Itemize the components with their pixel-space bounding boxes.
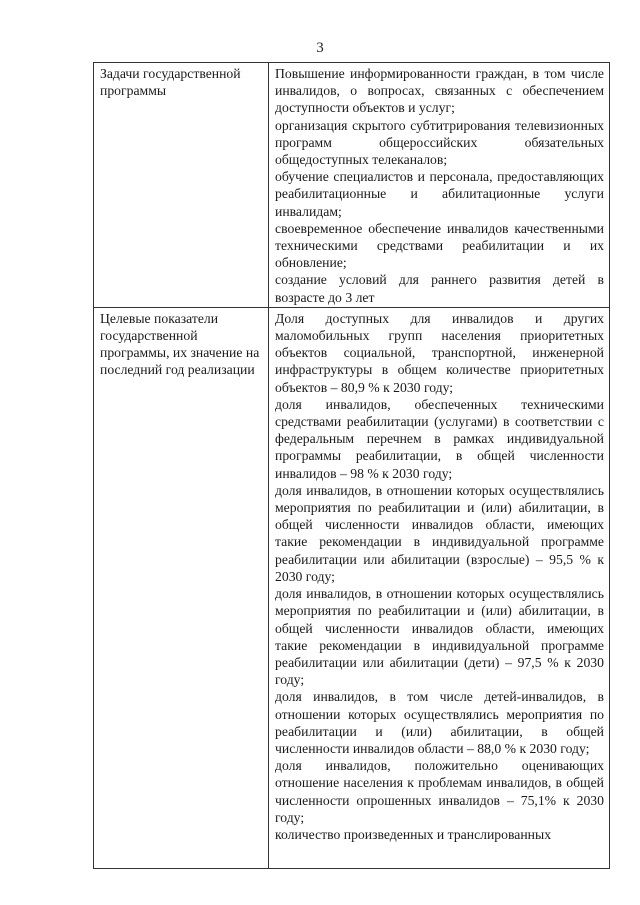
table-row-tasks [94,63,610,308]
page-number: 3 [316,40,324,56]
row-content-tasks [269,63,610,308]
indicator-item: доля инвалидов, в том числе детей-инвалидов, в отношении которых осуществлялись мероприятия по реабилитации и (или) абилитации, в общей численности инвалидов области – 88,0 % к 2030 году; [275,689,604,756]
task-item: своевременное обеспечение инвалидов качественными техническими средствами реабилитации и их обновление; [275,220,604,271]
task-item: создание условий для раннего развития детей в возрасте до 3 лет [275,272,604,305]
indicator-item: доля инвалидов, обеспеченных техническими средствами реабилитации (услугами) в соответствии с федеральным перечнем в рамках индивидуальной программы реабилитации, в общей численности инвалидов – 98 % к 2030 году; [275,396,604,481]
indicator-item: количество произведенных и транслированных [275,826,552,842]
row-label-tasks: Задачи государственной программы [94,63,269,308]
indicator-item: доля инвалидов, в отношении которых осуществлялись мероприятия по реабилитации и (или) абилитации, в общей численности инвалидов области, имеющих такие рекомендации в индивидуальной программе реабилитации или абилитации (взрослые) – 95,5 % к 2030 году; [275,482,604,584]
task-item: организация скрытого субтитрирования телевизионных программ общероссийских обязательных общедоступных телеканалов; [275,117,604,168]
program-passport-table [93,62,610,869]
task-item: Повышение информированности граждан, в том числе инвалидов, о вопросах, связанных с обеспечением доступности объектов и услуг; [275,66,604,116]
indicator-item: доля инвалидов, в отношении которых осуществлялись мероприятия по реабилитации и (или) абилитации, в общей численности инвалидов области, имеющих такие рекомендации в индивидуальной программе реабилитации или абилитации (дети) – 97,5 % к 2030 году; [275,586,604,688]
task-item: обучение специалистов и персонала, предоставляющих реабилитационные и абилитационные услуги инвалидам; [275,169,604,219]
indicator-item: Доля доступных для инвалидов и других маломобильных групп населения приоритетных объектов социальной, транспортной, инженерной инфраструктуры в общем количестве приоритетных объектов – 80,9 % к 2030 году; [275,310,604,395]
row-label-indicators: Целевые показатели государственной программы, их значение на последний год реализации [94,307,269,868]
table-row-indicators [94,307,610,868]
row-content-indicators [269,307,610,868]
indicator-item: доля инвалидов, положительно оценивающих отношение населения к проблемам инвалидов, в общей численности опрошенных инвалидов – 75,1% к 2030 году; [275,758,604,825]
